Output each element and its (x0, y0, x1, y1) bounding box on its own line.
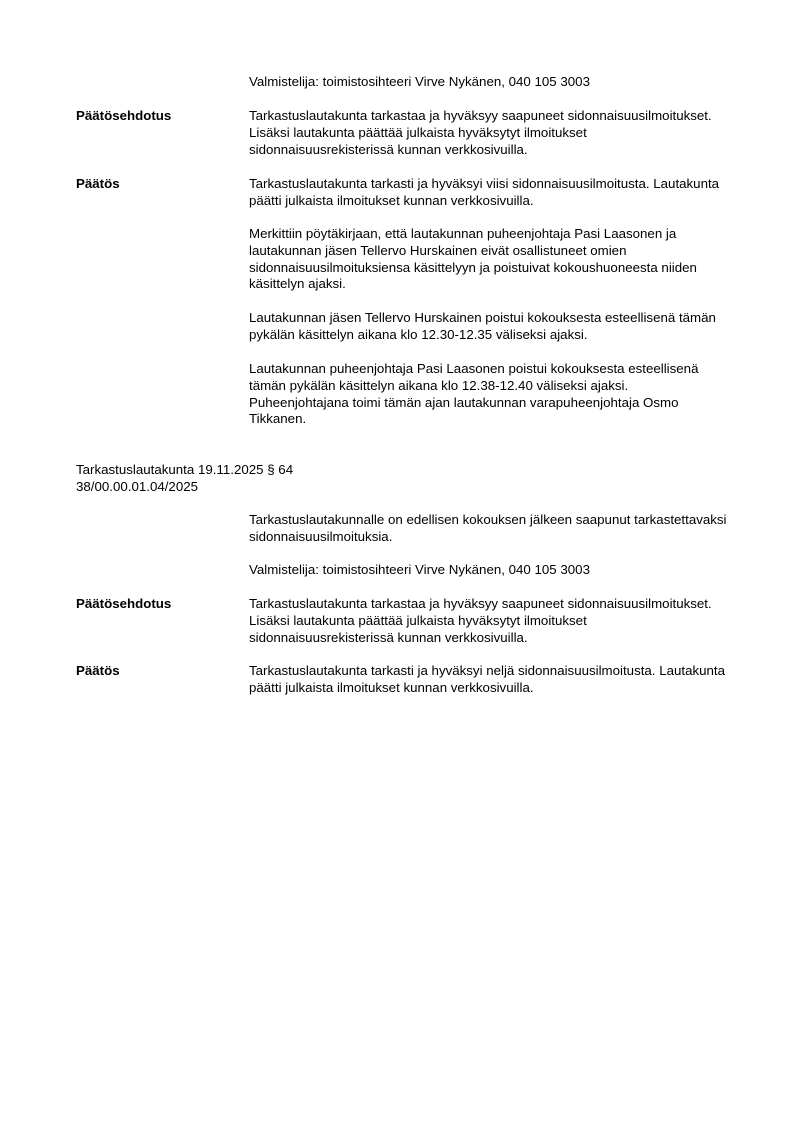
section2-proposal-label: Päätösehdotus (76, 596, 172, 611)
section2-record-id: 38/00.00.01.04/2025 (76, 478, 199, 494)
section1-decision-paragraph: Lautakunnan jäsen Tellervo Hurskainen poistui kokouksesta esteellisenä tämän pykälän käsittelyn aikana klo 12.30-12.35 väliseksi ajaksi. (249, 310, 716, 342)
section2-preparer: Valmistelija: toimistosihteeri Virve Nykänen, 040 105 3003 (249, 562, 590, 577)
section2-decision-text: Tarkastuslautakunta tarkasti ja hyväksyi neljä sidonnaisuusilmoitusta. Lautakunta päätti julkaista ilmoitukset kunnan verkkosivuilla. (249, 663, 725, 695)
section2-intro: Tarkastuslautakunnalle on edellisen kokouksen jälkeen saapunut tarkastettavaksi sidonnaisuusilmoituksia. (249, 512, 727, 544)
section2-meeting-ref: Tarkastuslautakunta 19.11.2025 § 64 (76, 462, 294, 477)
section2-proposal-text: Tarkastuslautakunta tarkastaa ja hyväksyy saapuneet sidonnaisuusilmoitukset. Lisäksi lautakunta päättää julkaista hyväksytyt ilmoitukset sidonnaisuusrekisterissä kunnan verkkosivuilla. (249, 596, 712, 645)
section1-preparer: Valmistelija: toimistosihteeri Virve Nykänen, 040 105 3003 (249, 74, 590, 89)
section1-proposal-label: Päätösehdotus (76, 108, 172, 123)
section1-decision-paragraph: Lautakunnan puheenjohtaja Pasi Laasonen poistui kokouksesta esteellisenä tämän pykälän käsittelyn aikana klo 12.38-12.40 väliseksi ajaksi. Puheenjohtajana toimi tämän ajan lautakunnan varapuheenjohtaja Osmo Tikkanen. (249, 361, 699, 427)
section1-decision-paragraph: Tarkastuslautakunta tarkasti ja hyväksyi viisi sidonnaisuusilmoitusta. Lautakunta päätti julkaista ilmoitukset kunnan verkkosivuilla. (249, 176, 720, 208)
section1-proposal-text: Tarkastuslautakunta tarkastaa ja hyväksyy saapuneet sidonnaisuusilmoitukset. Lisäksi lautakunta päättää julkaista hyväksytyt ilmoitukset sidonnaisuusrekisterissä kunnan verkkosivuilla. (249, 108, 712, 157)
section2-heading (76, 462, 576, 496)
section1-decision-paragraph: Merkittiin pöytäkirjaan, että lautakunnan puheenjohtaja Pasi Laasonen ja lautakunnan jäsen Tellervo Hurskainen eivät osallistuneet omien sidonnaisuusilmoituksiensa käsittelyyn ja poistuivat kokoushuoneesta niiden käsittelyn ajaksi. (249, 226, 697, 292)
section1-decision-label: Päätös (76, 176, 120, 191)
section2-decision-label: Päätös (76, 663, 120, 678)
section1-decision-body (249, 176, 729, 210)
